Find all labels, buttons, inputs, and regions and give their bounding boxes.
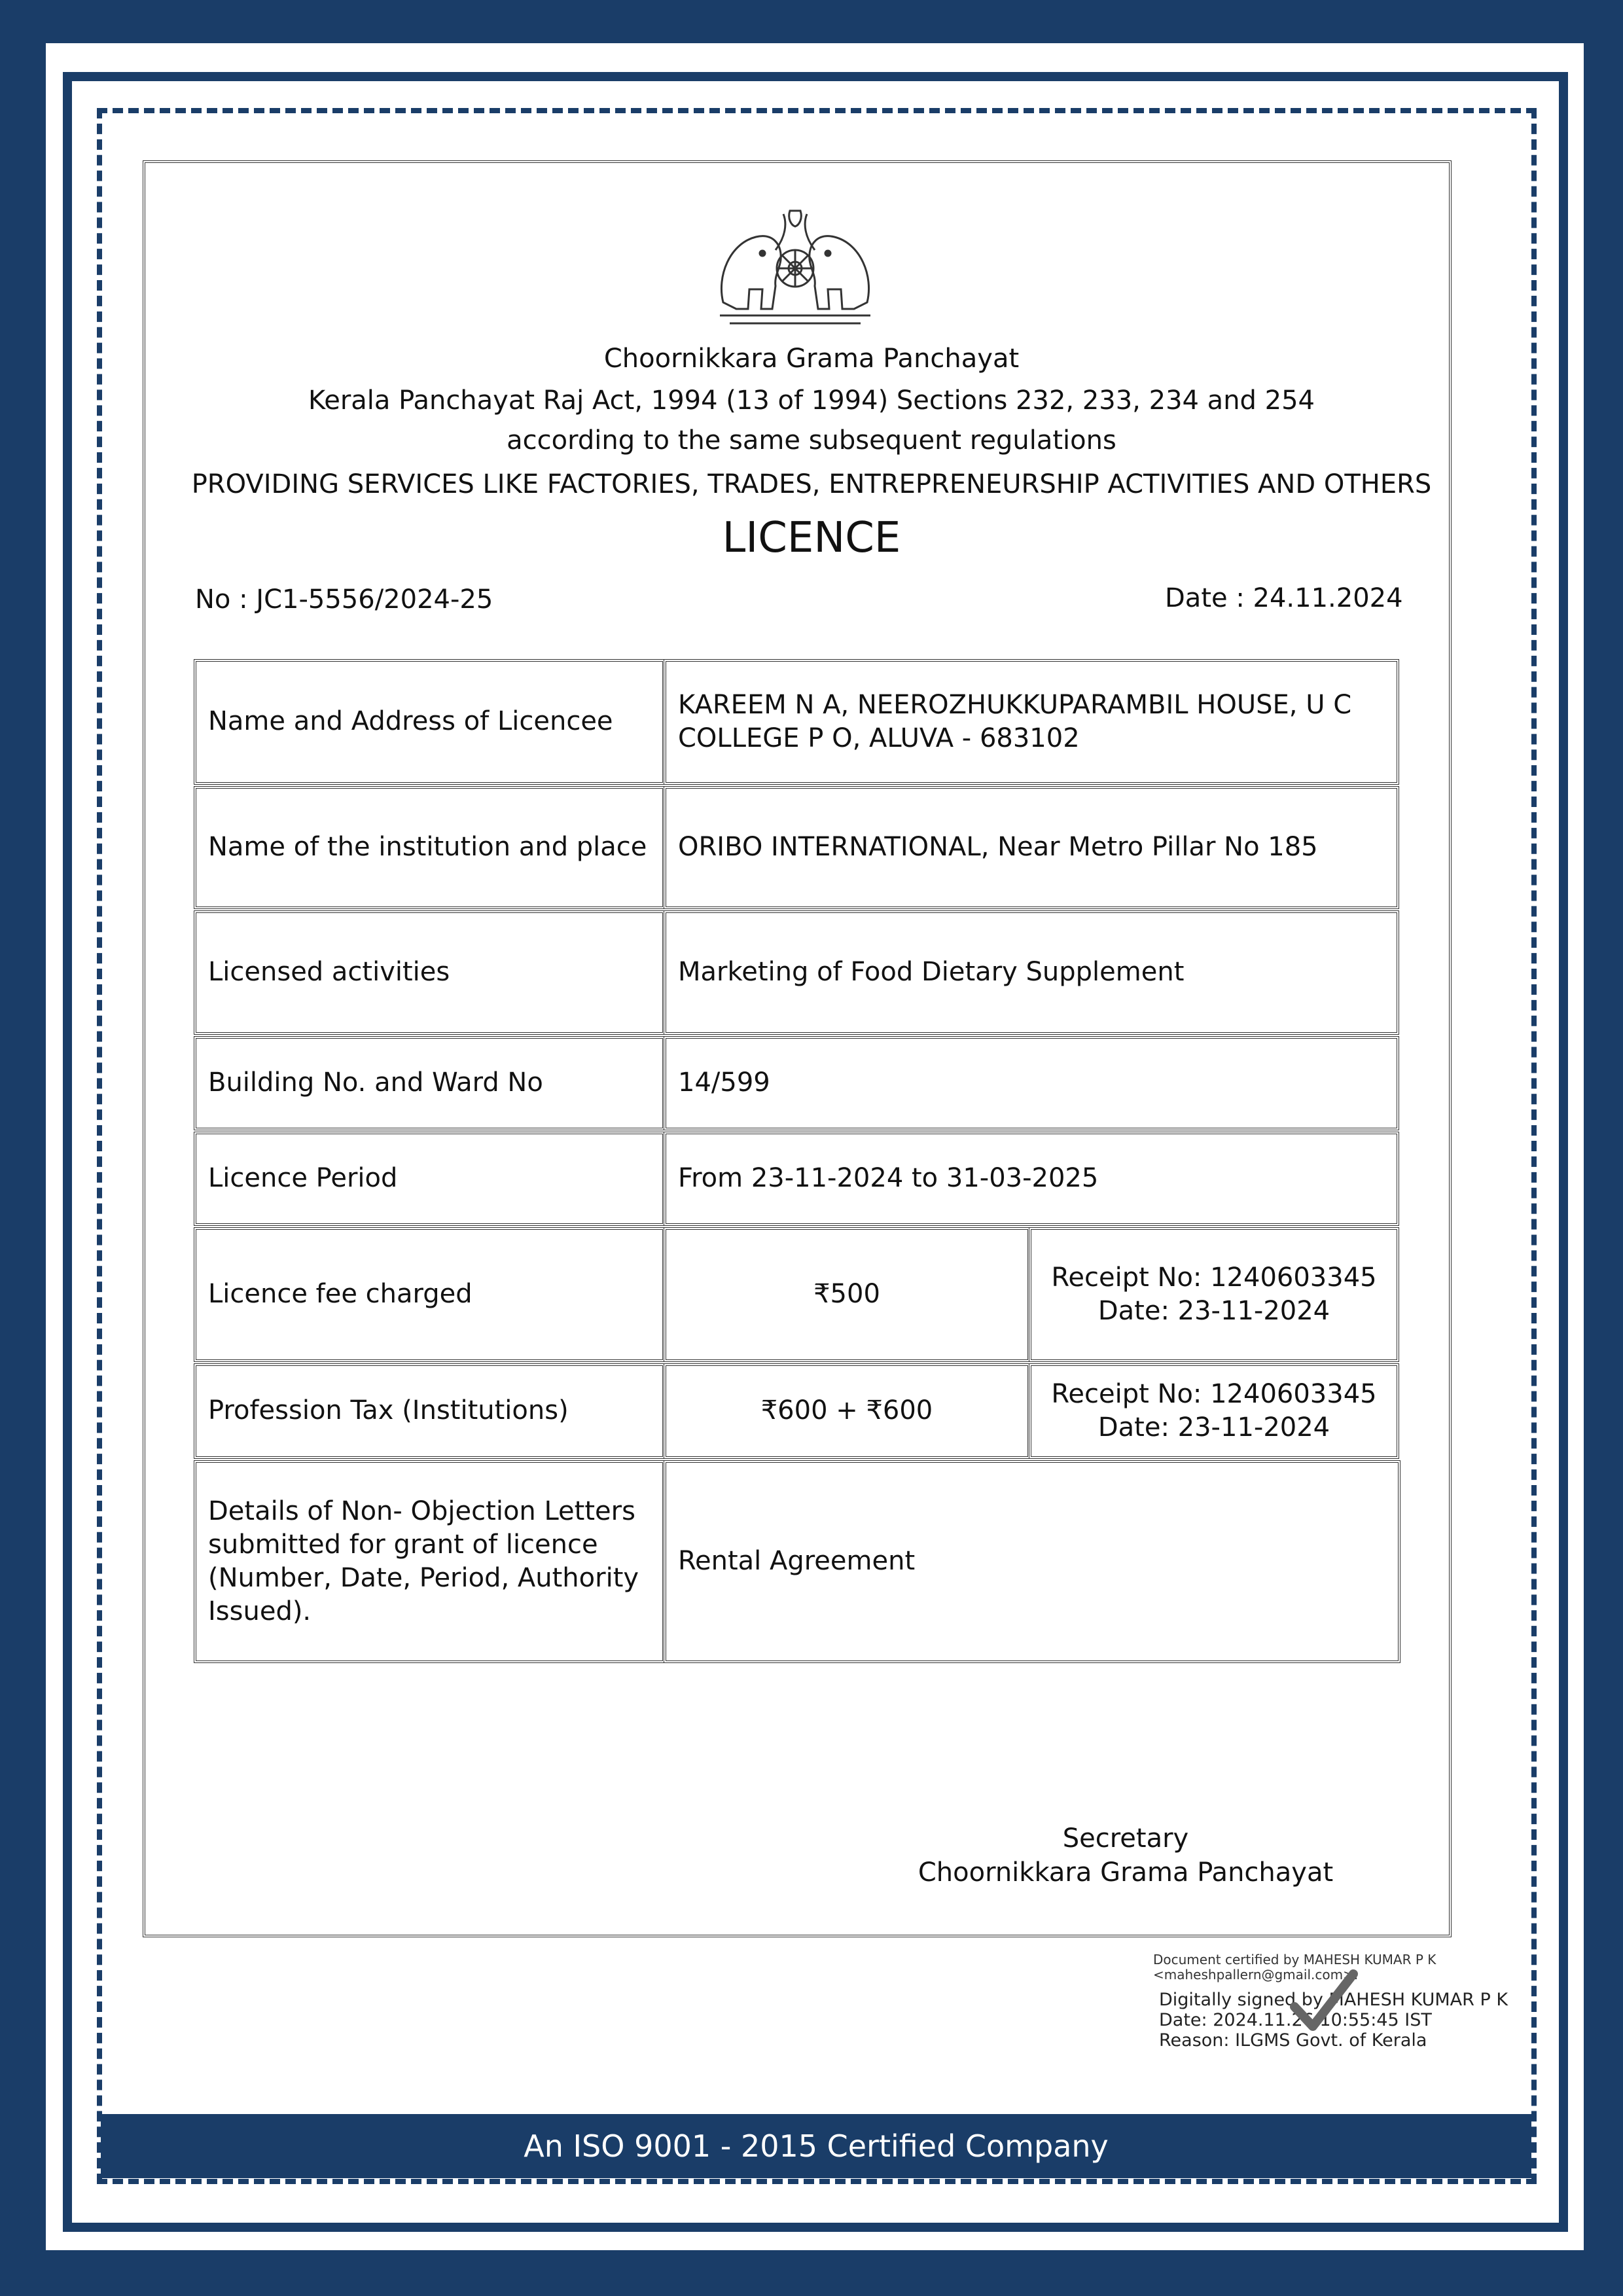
building-value: 14/599 bbox=[678, 1067, 770, 1098]
fee-receipt-date: Date: 23-11-2024 bbox=[1097, 1296, 1330, 1326]
fee-amount: ₹500 bbox=[813, 1279, 880, 1310]
table-row-value bbox=[664, 1227, 1030, 1362]
signature-block bbox=[903, 1821, 1348, 1890]
footer-text: An ISO 9001 - 2015 Certified Company bbox=[524, 2128, 1109, 2164]
table-row-value bbox=[664, 910, 1399, 1035]
signatory-title: Secretary bbox=[1062, 1823, 1189, 1854]
table-row-value bbox=[664, 1036, 1399, 1130]
table-row-label bbox=[194, 1460, 665, 1663]
table-row-value bbox=[664, 1363, 1030, 1459]
kerala-emblem-icon bbox=[710, 204, 880, 332]
tax-receipt-date: Date: 23-11-2024 bbox=[1097, 1412, 1330, 1443]
act-reference: Kerala Panchayat Raj Act, 1994 (13 of 1994) Sections 232, 233, 234 and 254 bbox=[308, 386, 1315, 416]
table-row-value bbox=[664, 1460, 1400, 1663]
certifier-email: <maheshpallern@gmail.com>. bbox=[1153, 1967, 1359, 1982]
label-noc-line2: submitted for grant of licence bbox=[208, 1529, 598, 1560]
licence-date: Date : 24.11.2024 bbox=[1165, 583, 1403, 613]
label-activities: Licensed activities bbox=[208, 957, 450, 988]
table-row-label bbox=[194, 1132, 665, 1226]
label-fee: Licence fee charged bbox=[208, 1279, 473, 1310]
organization-heading: Choornikkara Grama Panchayat bbox=[603, 344, 1020, 374]
certified-by: Document certified by MAHESH KUMAR P K bbox=[1153, 1952, 1436, 1967]
table-row-value bbox=[664, 786, 1399, 909]
table-row-value bbox=[664, 659, 1399, 785]
table-row-label bbox=[194, 1036, 665, 1130]
table-row-value bbox=[1029, 1363, 1399, 1459]
label-noc-line1: Details of Non- Objection Letters bbox=[208, 1496, 635, 1526]
regulation-line: according to the same subsequent regulations bbox=[507, 425, 1116, 456]
label-institution: Name of the institution and place bbox=[208, 832, 647, 863]
table-row-label bbox=[194, 910, 665, 1035]
checkmark-icon bbox=[1288, 1966, 1360, 2038]
licencee-address-line1: KAREEM N A, NEEROZHUKKUPARAMBIL HOUSE, U C bbox=[678, 689, 1352, 720]
label-profession-tax: Profession Tax (Institutions) bbox=[208, 1395, 569, 1426]
table-row-label bbox=[194, 659, 665, 785]
document-title: LICENCE bbox=[722, 514, 901, 562]
services-line: PROVIDING SERVICES LIKE FACTORIES, TRADES, ENTREPRENEURSHIP ACTIVITIES AND OTHERS bbox=[191, 469, 1432, 499]
label-noc-line3: (Number, Date, Period, Authority bbox=[208, 1563, 639, 1593]
tax-receipt-number: Receipt No: 1240603345 bbox=[1051, 1378, 1377, 1409]
noc-value: Rental Agreement bbox=[678, 1546, 916, 1577]
table-row-value bbox=[1029, 1227, 1399, 1362]
tax-amount: ₹600 + ₹600 bbox=[760, 1395, 933, 1426]
signed-reason: Reason: ILGMS Govt. of Kerala bbox=[1159, 2030, 1427, 2051]
table-row-label bbox=[194, 1227, 665, 1362]
label-licencee: Name and Address of Licencee bbox=[208, 706, 613, 737]
label-noc-line4: Issued). bbox=[208, 1596, 312, 1627]
licence-number: No : JC1-5556/2024-25 bbox=[195, 584, 493, 615]
table-row-label bbox=[194, 1363, 665, 1459]
footer-banner bbox=[101, 2114, 1531, 2178]
table-row-value bbox=[664, 1132, 1399, 1226]
label-building: Building No. and Ward No bbox=[208, 1067, 543, 1098]
institution-value: ORIBO INTERNATIONAL, Near Metro Pillar No 185 bbox=[678, 832, 1318, 863]
signatory-org: Choornikkara Grama Panchayat bbox=[918, 1857, 1334, 1888]
fee-receipt-number: Receipt No: 1240603345 bbox=[1051, 1262, 1377, 1293]
signed-date: Date: 2024.11.26 10:55:45 IST bbox=[1159, 2010, 1432, 2031]
signed-by: Digitally signed by MAHESH KUMAR P K bbox=[1159, 1990, 1508, 2010]
licencee-address-line2: COLLEGE P O, ALUVA - 683102 bbox=[678, 723, 1080, 753]
label-period: Licence Period bbox=[208, 1163, 398, 1194]
activities-value: Marketing of Food Dietary Supplement bbox=[678, 957, 1185, 988]
period-value: From 23-11-2024 to 31-03-2025 bbox=[678, 1163, 1099, 1194]
table-row-label bbox=[194, 786, 665, 909]
